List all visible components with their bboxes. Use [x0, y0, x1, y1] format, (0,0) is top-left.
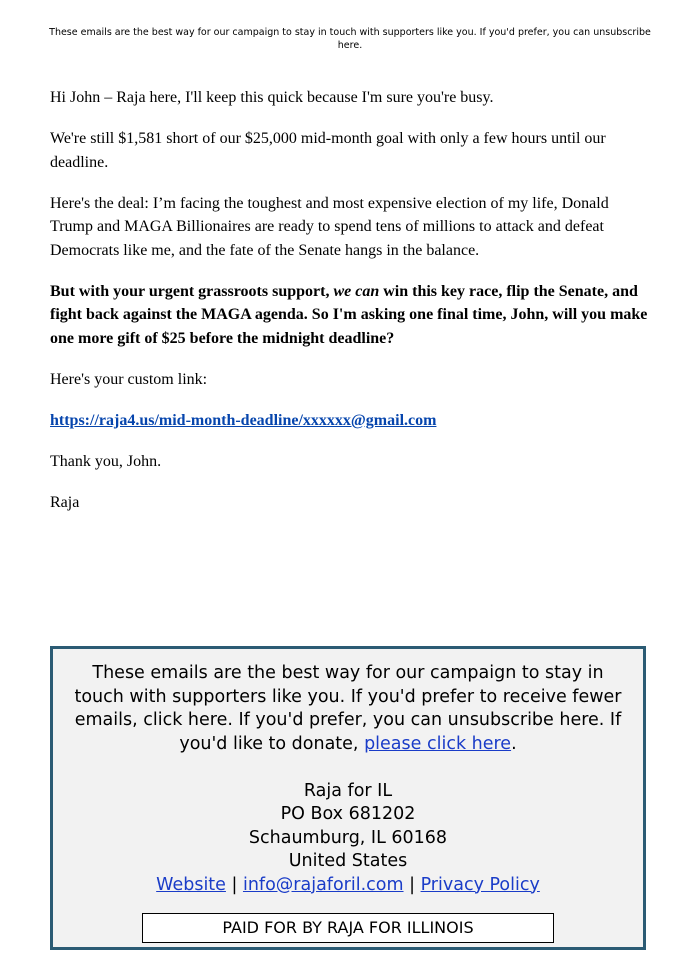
appeal-text-end: win this key race, flip the Senate, and fight back against the MAGA agenda. So I'm asking one final time, John, will you make one more gift of $25 before the midnight deadline?: [50, 282, 648, 347]
email-link[interactable]: info@rajaforil.com: [242, 874, 404, 895]
email-body: [50, 86, 650, 532]
signature: Raja: [50, 493, 80, 511]
org-name: Raja for IL: [303, 780, 393, 801]
thanks-paragraph: Thank you, John.: [50, 452, 162, 470]
footer-notice-end: .: [511, 733, 517, 754]
deal-paragraph: Here's the deal: I’m facing the toughest and most expensive election of my life, Donald Trump and MAGA Billionaires are ready to spend tens of millions to attack and defeat Democrats like me, and the fate of the Senate hangs in the balance.: [50, 194, 609, 259]
country: United States: [288, 851, 408, 871]
shortfall-paragraph: We're still $1,581 short of our $25,000 mid-month goal with only a few hours until our deadline.: [50, 130, 606, 171]
appeal-text-start: But with your urgent grassroots support,: [50, 282, 334, 300]
footer-spacer: [65, 756, 631, 780]
privacy-policy-link[interactable]: Privacy Policy: [420, 874, 540, 895]
footer-notice-text: These emails are the best way for our campaign to stay in touch with supporters like you. If you'd prefer to receive fewer emails, click here. If you'd prefer, you can unsubscribe here. If you'd like to donate,: [74, 663, 622, 754]
footer-links: [65, 874, 631, 898]
greeting-paragraph: Hi John – Raja here, I'll keep this quick because I'm sure you're busy.: [50, 89, 494, 106]
paid-for-disclaimer: PAID FOR BY RAJA FOR ILLINOIS: [142, 913, 554, 943]
po-box: PO Box 681202: [280, 804, 416, 824]
footer-box: [50, 646, 646, 950]
link-separator: |: [403, 874, 421, 895]
preheader-text: These emails are the best way for our campaign to stay in touch with supporters like you. If you'd prefer, you can unsubscribe here.: [49, 27, 651, 51]
website-link[interactable]: Website: [156, 874, 226, 895]
appeal-emphasis: we can: [333, 282, 380, 300]
footer-notice: [65, 662, 631, 756]
custom-donation-link[interactable]: https://raja4.us/mid-month-deadline/xxxxxx@gmail.com: [50, 411, 437, 429]
link-separator: |: [225, 874, 243, 895]
donate-link[interactable]: please click here: [364, 733, 512, 754]
appeal-paragraph: [50, 280, 650, 351]
city-state: Schaumburg, IL 60168: [248, 827, 448, 848]
link-intro: Here's your custom link:: [50, 370, 208, 388]
custom-link-paragraph: [50, 409, 650, 433]
